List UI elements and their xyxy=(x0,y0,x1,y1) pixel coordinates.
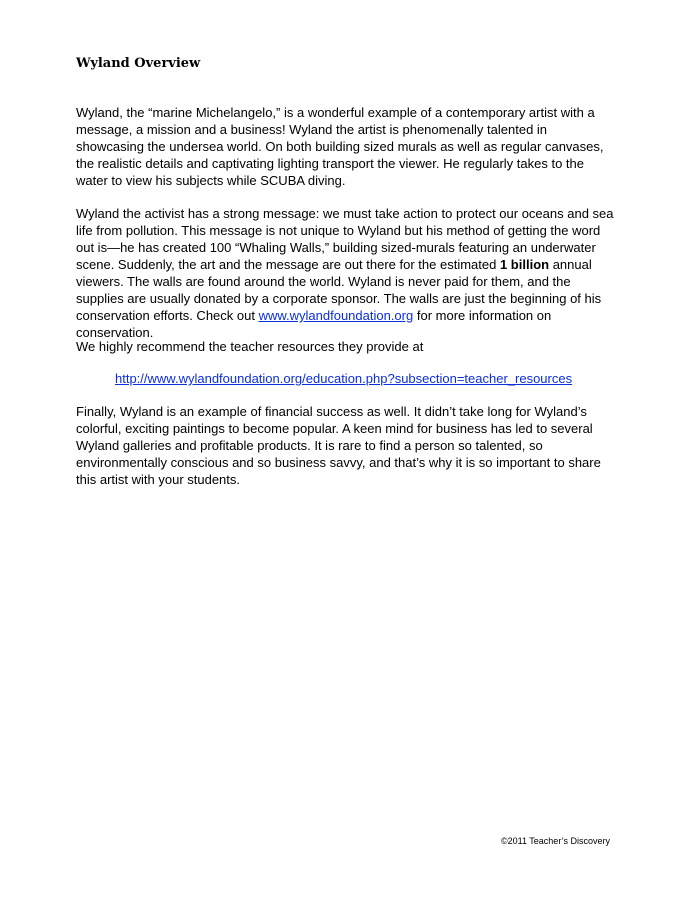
teacher-resources-link[interactable]: http://www.wylandfoundation.org/education.php?subsection=teacher_resources xyxy=(115,371,573,386)
resource-link-line xyxy=(115,370,572,387)
page-title: Wyland Overview xyxy=(76,56,201,71)
paragraph-resources: We highly recommend the teacher resources they provide at xyxy=(76,339,424,354)
paragraph-activist-text-a: Wyland the activist has a strong message: we must take action to protect our oceans and sea life from pollution. This message is not unique to Wyland but his method of getting the word out is—he has created 100 “Whaling Walls,” building sized-murals featuring an underwater scene. Suddenly, the art and the message are out there for the estimated xyxy=(76,206,614,272)
bold-viewers-count: 1 billion xyxy=(499,257,550,272)
paragraph-business: Finally, Wyland is an example of financial success as well. It didn’t take long for Wyland’s colorful, exciting paintings to become popular. A keen mind for business has led to several Wyland galleries and profitable products. It is rare to find a person so talented, so environmentally conscious and so business savvy, and that’s why it is so important to share this artist with your students. xyxy=(76,404,601,487)
paragraph-activist-text-b: annual viewers. The walls are found around the world. Wyland is never paid for them, and the supplies are usually donated by a corporate sponsor. The walls are just the beginning of his conservation efforts. Check out xyxy=(76,257,602,323)
paragraph-activist xyxy=(76,205,616,341)
copyright-footer: ©2011 Teacher’s Discovery xyxy=(500,836,610,846)
paragraph-activist-text-c: for more information on conservation. xyxy=(76,308,552,340)
paragraph-intro: Wyland, the “marine Michelangelo,” is a wonderful example of a contemporary artist with a message, a mission and a business! Wyland the artist is phenomenally talented in showcasing the undersea world. On both building sized murals as well as regular canvases, the realistic details and captivating lighting transport the viewer. He regularly takes to the water to view his subjects while SCUBA diving. xyxy=(76,105,604,188)
wyland-foundation-link[interactable]: www.wylandfoundation.org xyxy=(258,308,414,323)
